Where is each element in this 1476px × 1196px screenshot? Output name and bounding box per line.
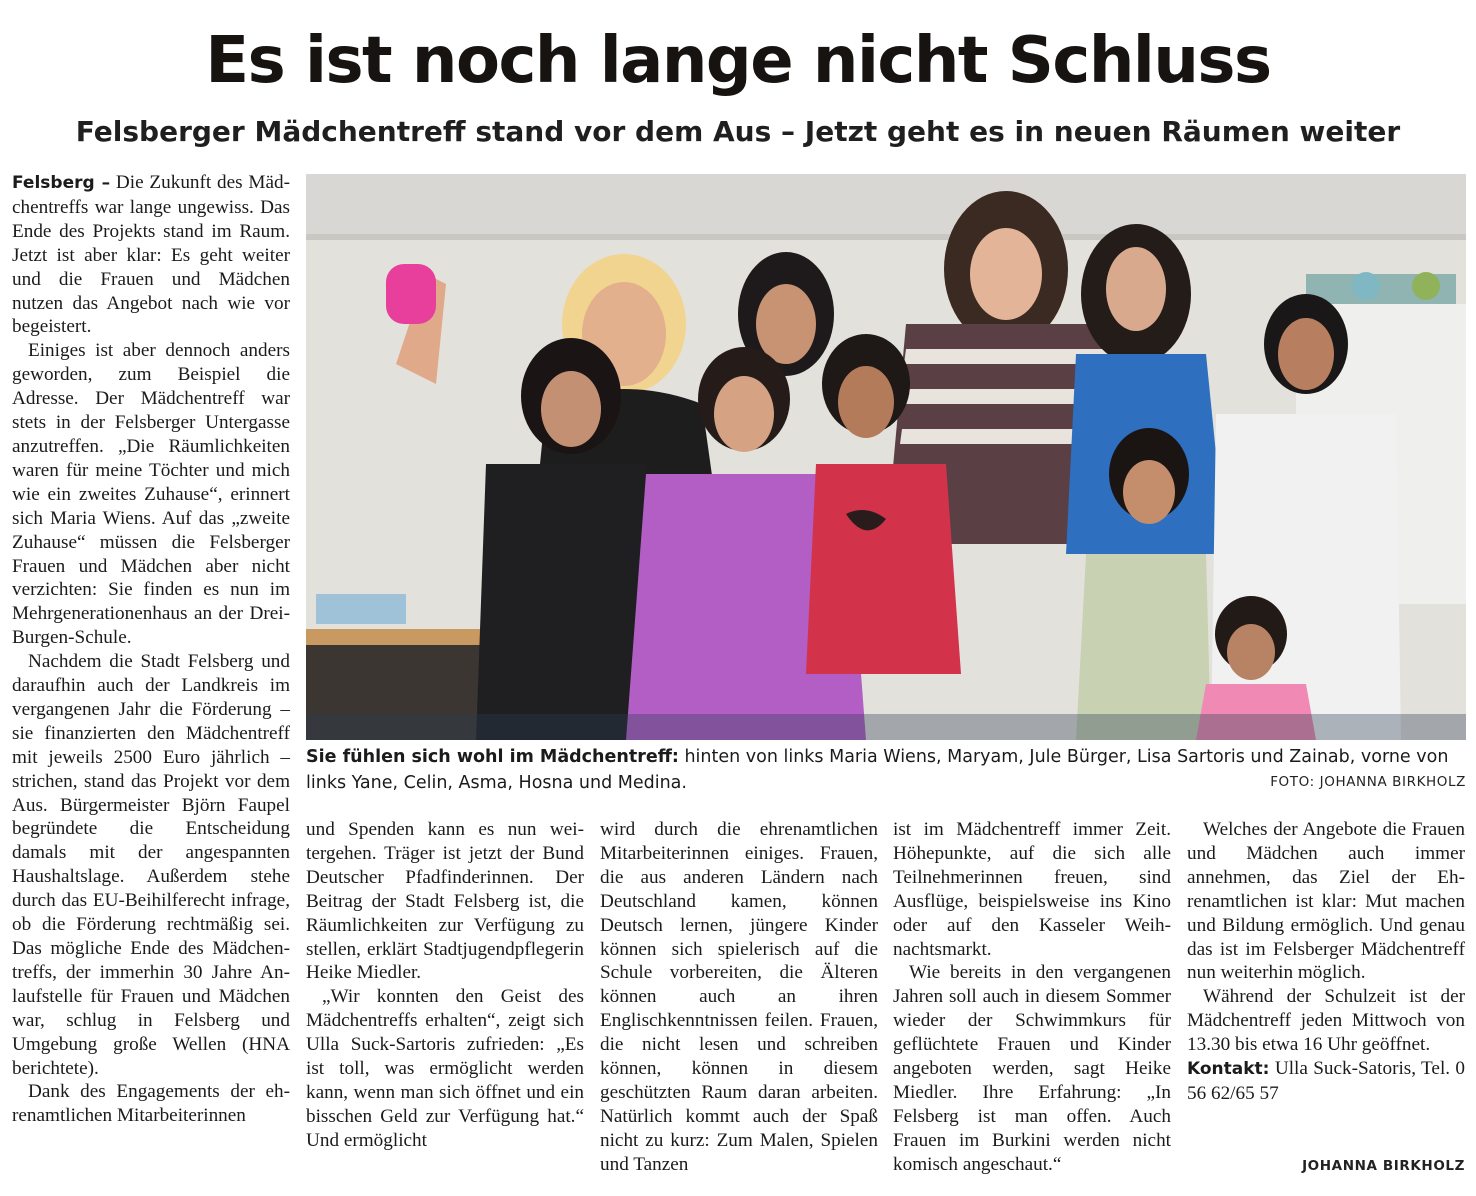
contact-line: [1187, 1057, 1465, 1106]
paragraph: Welches der Angebote die Frauen und Mädchen auch immer annehmen, das Ziel der Ehrenamtlichen ist klar: Mut machen und Bildung ermöglich. Und genau das ist im Felsberger Mädchentreff nun weiterhin möglich.: [1187, 819, 1465, 984]
paragraph-text: Die Zukunft des Mädchentreffs war lange ungewiss. Das Ende des Projekts stand im Raum. Jetzt ist aber klar: Es geht weiter und die Frauen und Mädchen nutzen das Angebot nach wie vor begeistert.: [12, 172, 290, 338]
article-column-3: [600, 818, 878, 1177]
article-column-5: [1187, 818, 1465, 1106]
caption-lead: Sie fühlen sich wohl im Mädchentreff:: [306, 747, 679, 767]
article-column-4: [893, 818, 1171, 1177]
paragraph: Nachdem die Stadt Felsberg und daraufhin auch der Landkreis im vergangenen Jahr die Förderung – sie finanzierten den Mädchentreff mit jeweils 2500 Euro jährlich – strichen, stand das Projekt vor dem Aus. Bürgermeister Björn Faupel begründete die Entscheidung damals mit der angespannten Haushaltslage. Außerdem stehe durch das EU-Beihilferecht infrage, ob die Förderung rechtmäßig sei. Das mögliche Ende des Mädchentreffs, der immerhin 30 Jahre Anlaufstelle für Frauen und Mädchen war, schlug in Felsberg und Umgebung große Wellen (HNA berichtete).: [12, 651, 290, 1079]
contact-label: Kontakt:: [1187, 1059, 1270, 1080]
paragraph: Während der Schulzeit ist der Mädchentreff jeden Mittwoch von 13.30 bis etwa 16 Uhr geöffnet.: [1187, 986, 1465, 1056]
paragraph: Dank des Engagements der ehrenamtlichen Mitarbeiterinnen: [12, 1081, 290, 1127]
paragraph: Wie bereits in den vergangenen Jahren soll auch in diesem Sommer wieder der Schwimmkurs für geflüchtete Frauen und Kinder angeboten werden, sagt Heike Miedler. Ihre Erfahrung: „In Felsberg ist man offen. Auch Frauen im Burkini werden nicht komisch angeschaut.“: [893, 962, 1171, 1175]
paragraph: und Spenden kann es nun weitergehen. Träger ist jetzt der Bund Deutscher Pfadfinderinnen. Der Beitrag der Stadt Felsberg ist, die Räumlichkeiten zur Verfügung zu stellen, erklärt Stadtjugendpflegerin Heike Miedler.: [306, 819, 584, 984]
paragraph: [12, 171, 290, 339]
paragraph: „Wir konnten den Geist des Mädchentreffs erhalten“, zeigt sich Ulla Suck-Sartoris zufrieden: „Es ist toll, was ermöglicht werden kann, wenn man sich öffnet und ein bisschen Geld zur Verfügung hat.“ Und ermöglicht: [306, 986, 584, 1151]
headline: Es ist noch lange nicht Schluss: [205, 24, 1271, 98]
dateline: Felsberg –: [12, 173, 111, 193]
author-byline: JOHANNA BIRKHOLZ: [1302, 1158, 1465, 1174]
paragraph: Einiges ist aber dennoch anders geworden, zum Beispiel die Adresse. Der Mädchentreff war stets in der Felsberger Untergasse anzutreffen. „Die Räumlichkeiten waren für meine Töchter und mich wie ein zweites Zuhause“, erinnert sich Maria Wiens. Auf das „zweite Zuhause“ müssen die Felsberger Frauen und Mädchen aber nicht verzichten: Sie finden es nun im Mehrgenerationenhaus an der Drei-Burgen-Schule.: [12, 340, 290, 649]
group-photo: [306, 174, 1466, 740]
caption-text: hinten von links Maria Wiens, Maryam, Jule Bürger, Lisa Sartoris und Zainab, vorne von links Yane, Celin, Asma, Hosna und Medina.: [306, 747, 1449, 793]
photo-credit: FOTO: JOHANNA BIRKHOLZ: [1270, 774, 1466, 790]
paragraph: wird durch die ehrenamtlichen Mitarbeiterinnen einiges. Frauen, die aus anderen Ländern nach Deutschland kamen, können Deutsch lernen, jüngere Kinder können sich spielerisch auf die Schule vorbereiten, die Älteren können auch an ihren Englischkenntnissen feilen. Frauen, die nicht lesen und schreiben können, können in diesem geschützten Raum daran arbeiten. Natürlich kommt auch der Spaß nicht zu kurz: Zum Malen, Spielen und Tanzen: [600, 819, 878, 1175]
article-column-2: [306, 818, 584, 1153]
paragraph: ist im Mädchentreff immer Zeit. Höhepunkte, auf die sich alle Teilnehmerinnen freuen, sind Ausflüge, beispielsweise ins Kino oder auf den Kasseler Weihnachtsmarkt.: [893, 819, 1171, 960]
contact-text: Ulla Suck-Satoris, Tel. 0 56 62/65 57: [1187, 1058, 1465, 1104]
article-column-1: [12, 171, 290, 1128]
subheadline: Felsberger Mädchentreff stand vor dem Aus – Jetzt geht es in neuen Räumen weiter: [75, 115, 1401, 148]
